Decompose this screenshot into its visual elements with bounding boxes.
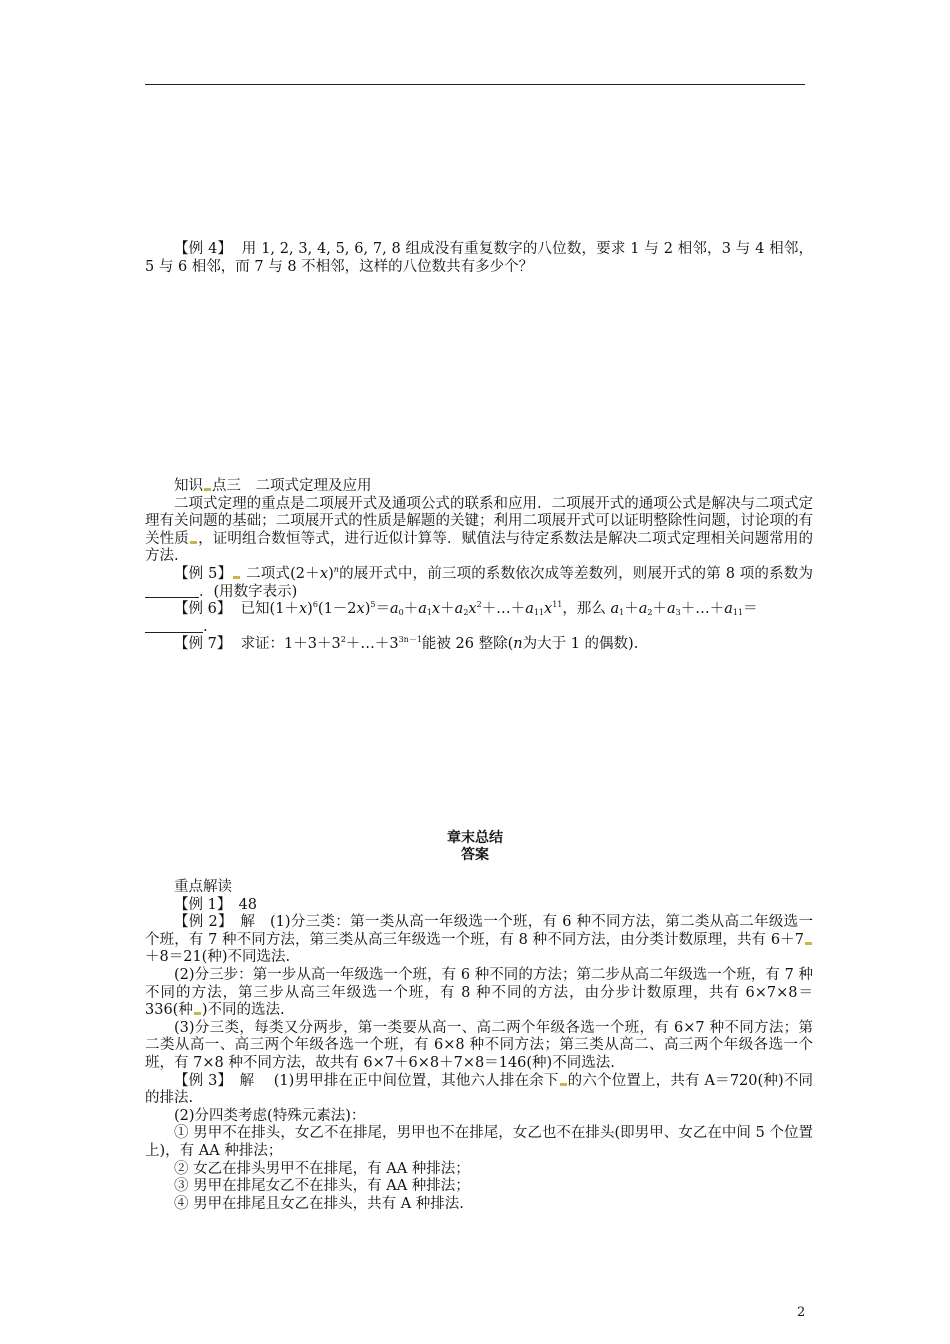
chapter-summary-title: 章末总结 (447, 830, 503, 846)
answers-title: 答案 (461, 847, 489, 863)
answer-example-3-case-2: ② 女乙在排头男甲不在排尾，有 AA 种排法； (174, 1160, 470, 1177)
key-reading-label: 重点解读 (174, 879, 232, 895)
example-4 (145, 241, 813, 276)
page-number: 2 (797, 1305, 806, 1320)
example-6-tag: 【例 6】 (174, 601, 232, 618)
section-3-intro: 二项式定理的重点是二项展开式及通项公式的联系和应用．二项展开式的通项公式是解决与二项式定理有关问题的基础；二项展开式的性质是解题的关键；利用二项展开式可以证明整除性问题，讨论项的有关性质 ，证明组合数恒等式，进行近似计算等．赋值法与待定系数法是解决二项式定理相关问题常用的方法. (145, 495, 814, 565)
example-5: 【例 5】 二项式$(2+x)^n$的展开式中，前三项的系数依次成等差数列，则展开式的第 8 项的系数为．(用数字表示) (145, 566, 813, 601)
answers-body (145, 879, 813, 1213)
edit-mark (190, 541, 197, 544)
example-4-text: 用 1, 2, 3, 4, 5, 6, 7, 8 组成没有重复数字的八位数，要求 1 与 2 相邻，3 与 4 相邻，5 与 6 相邻，而 7 与 8 不相邻，这样的八位数共有多少个？ (145, 241, 814, 275)
answer-example-3-case-1: ① 男甲不在排头，女乙不在排尾，男甲也不在排尾，女乙也不在排头(即男甲、女乙在中间 5 个位置上)，有 AA 种排法； (145, 1125, 813, 1159)
example-7: 【例 7】 求证：$1+3+3^2+\dots+3^{3n-1}$能被 26 整除(n为大于 1 的偶数). (174, 635, 639, 653)
answer-example-2-part-3: (3)分三类，每类又分两步，第一类要从高一、高二两个年级各选一个班，有 6×7 种不同方法；第二类从高一、高三两个年级各选一个班，有 6×8 种不同方法；第三类从高二、高三两个年级各选一个班，有 7×8 种不同方法，故共有 6×7＋6×8＋7×8＝146(种)不同选法. (145, 1019, 813, 1071)
edit-mark (233, 576, 240, 579)
answer-example-2-part-2: (2)分三步：第一步从高一年级选一个班，有 6 种不同的方法；第二步从高二年级选一个班，有 7 种不同的方法，第三步从高三年级选一个班，有 8 种不同的方法，由分步计数原理，共有 6×7×8＝336(种 )不同的选法. (145, 966, 813, 1019)
example-4-tag: 【例 4】 (174, 241, 233, 257)
edit-mark (560, 1083, 567, 1086)
example-6: 【例 6】 已知$(1+x)^6(1-2x)^5=a_0+a_1x+a_2x^2+\dots+a_{11}x^{11}$，那么 $a_1+a_2+a_3+\dots+a_{11}=$ (174, 600, 758, 618)
edit-mark (194, 1012, 201, 1015)
answer-blank (145, 585, 199, 598)
example-7-tag: 【例 7】 (174, 636, 232, 653)
answer-example-2-part-1: 【例 2】 解 (1)分三类：第一类从高一年级选一个班，有 6 种不同方法，第二类从高二年级选一个班，有 7 种不同方法，第三类从高三年级选一个班，有 8 种不同方法，由分类计数原理，共有 6＋7＋8＝21(种)不同选法. (145, 914, 813, 966)
edit-mark (204, 488, 211, 491)
example-6-blank-line: . (145, 619, 813, 637)
answer-example-3-part-1: 【例 3】 解 (1)男甲排在正中间位置，其他六人排在余下 的六个位置上，共有 A＝720(种)不同的排法. (145, 1072, 813, 1107)
section-3-heading: 知识 点三 二项式定理及应用 (174, 478, 372, 494)
header-rule (145, 84, 805, 85)
section-3 (145, 478, 813, 654)
answer-example-3-case-3: ③ 男甲在排尾女乙不在排头，有 AA 种排法； (174, 1178, 470, 1195)
answer-example-3-case-4: ④ 男甲在排尾且女乙在排头，共有 A 种排法. (174, 1195, 464, 1212)
edit-mark (805, 942, 812, 945)
example-5-tag: 【例 5】 (174, 565, 233, 582)
answer-blank (145, 620, 203, 633)
answer-example-1: 【例 1】 48 (174, 896, 258, 913)
answer-example-3-part-2: (2)分四类考虑(特殊元素法)： (174, 1107, 366, 1124)
